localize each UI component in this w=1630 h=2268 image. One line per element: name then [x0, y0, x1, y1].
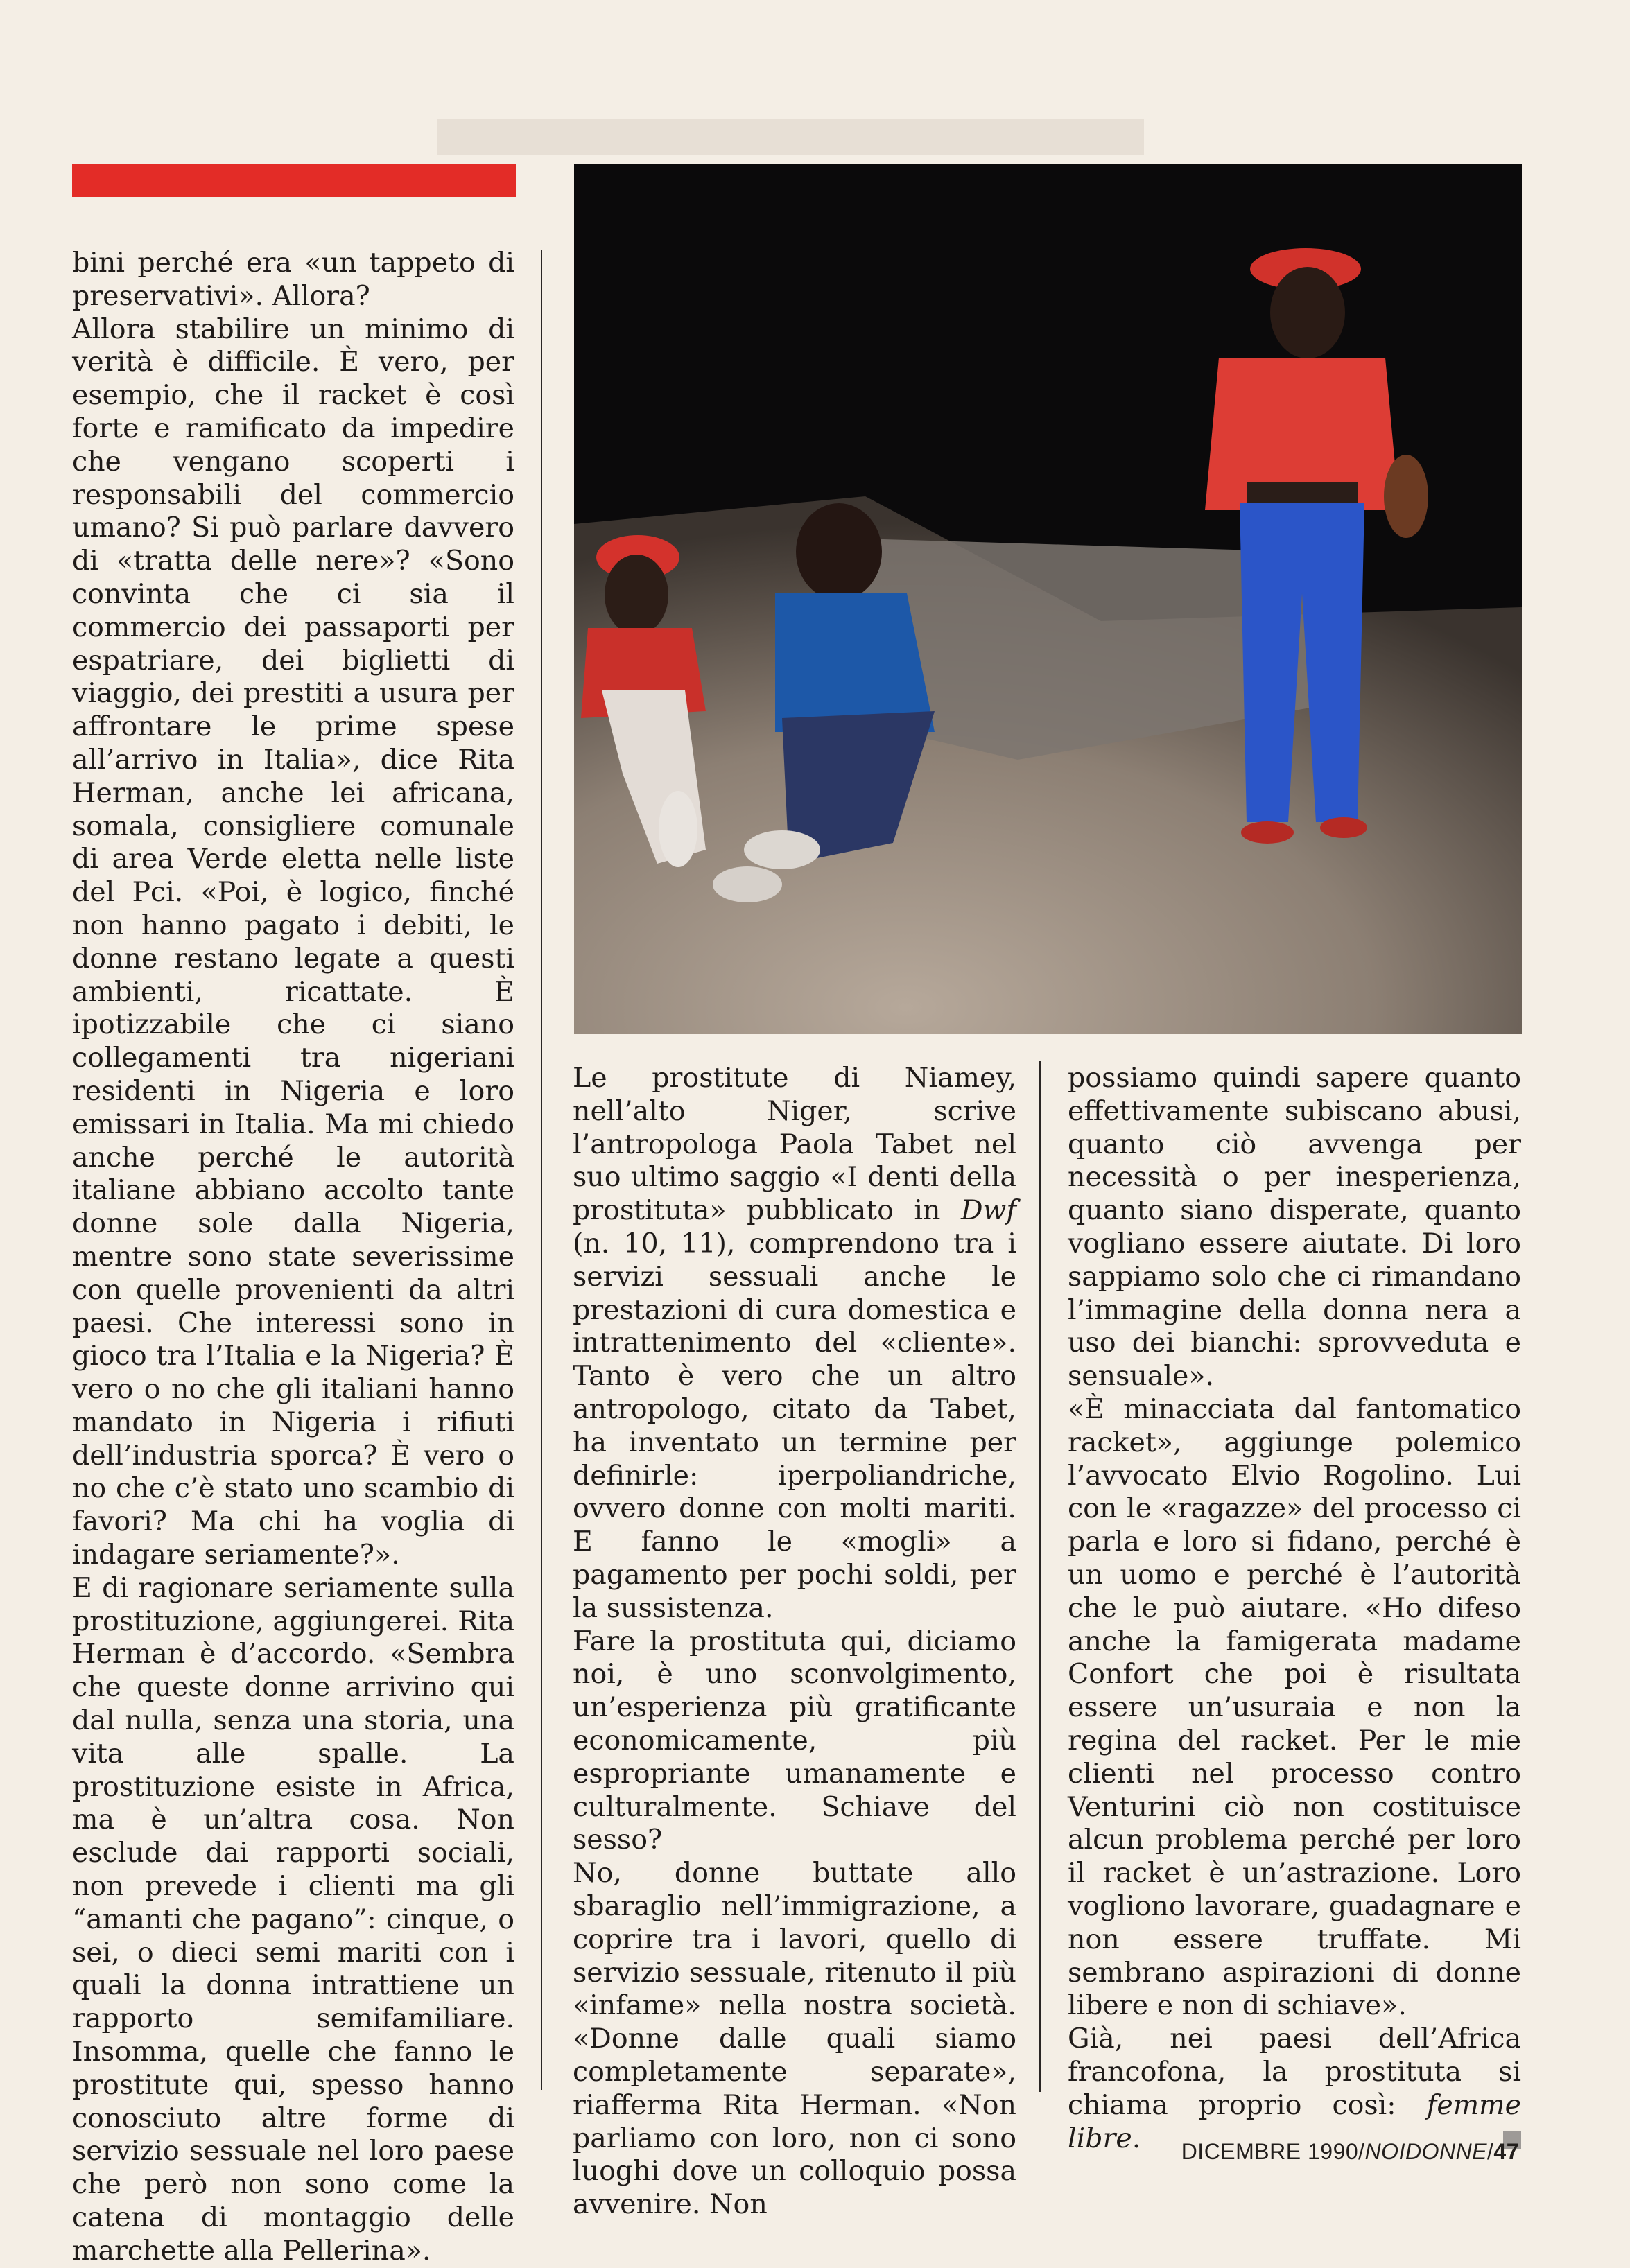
paragraph: possiamo quindi sapere quanto effettivamente subiscano abusi, quanto ciò avvenga per necessità o per inesperienza, quanto siano disperate, quanto vogliano essere aiutate. Di loro sappiamo solo che ci rimandano l’immagine della donna nera a uso dei bianchi: sprovveduta e sensuale». — [1068, 1062, 1521, 1393]
section-color-bar — [72, 164, 516, 197]
paragraph: E di ragionare seriamente sulla prostituzione, aggiungerei. Rita Herman è d’accordo. «Sembra che queste donne arrivino qui dal nulla, senza una storia, una vita alle spalle. La prostituzione esiste in Africa, ma è un’altra cosa. Non esclude dai rapporti sociali, non prevede i clienti ma gli “amanti che pagano”: cinque, o sei, o dieci semi mariti con i quali la donna intrattiene un rapporto semifamiliare. Insomma, quelle che fanno le prostitute qui, spesso hanno conosciuto altre forme di servizio sessuale nel loro paese che però non sono come la catena di montaggio delle marchette alla Pellerina». — [72, 1571, 514, 2267]
paragraph — [573, 1062, 1016, 1625]
article-column-3 — [1068, 1062, 1521, 2155]
text-run: . — [1132, 2122, 1141, 2154]
column-divider — [541, 250, 542, 2090]
magazine-name: NOIDONNE — [1364, 2139, 1488, 2164]
paragraph: bini perché era «un tappeto di preservativi». Allora? — [72, 247, 514, 312]
paragraph — [1068, 2023, 1521, 2155]
night-photo-three-women — [574, 164, 1522, 1034]
text-run: Le prostitute di Niamey, nell’alto Niger, scrive l’antropologa Paola Tabet nel suo ultimo saggio «I denti della prostituta» pubblicato in — [573, 1062, 1016, 1227]
journal-title: Dwf — [960, 1194, 1016, 1227]
paragraph: Fare la prostituta qui, diciamo noi, è uno sconvolgimento, un’esperienza più gratificante economicamente, più espropriante umanamente e culturalmente. Schiave del sesso? — [573, 1625, 1016, 1856]
emphasized-phrase: femme libre — [1068, 2088, 1521, 2154]
text-run: Già, nei paesi dell’Africa francofona, la prostituta si chiama proprio così: — [1068, 2023, 1521, 2121]
paragraph: «È minacciata dal fantomatico racket», aggiunge polemico l’avvocato Elvio Rogolino. Lui con le «ragazze» del processo ci parla e loro si fidano, perché è un uomo e perché è l’autorità che le può aiutare. «Ho difeso anche la famigerata madame Confort che poi è risultata essere un’usuraia e non la regina del racket. Per le mie clienti nel processo contro Venturini ciò non costituisce alcun problema perché per loro il racket è un’astrazione. Loro vogliono lavorare, guadagnare e non essere truffate. Mi sembrano aspirazioni di donne libere e non di schiave». — [1068, 1393, 1521, 2022]
article-column-2 — [573, 1062, 1016, 2222]
article-column-1 — [72, 247, 514, 2268]
page-number: 47 — [1493, 2139, 1519, 2164]
paragraph: No, donne buttate allo sbaraglio nell’immigrazione, a coprire tra i lavori, quello di servizio sessuale, ritenuto il più «infame» nella nostra società. «Donne dalle quali siamo completamente separate», riafferma Rita Herman. «Non parliamo con loro, non ci sono luoghi dove un colloquio possa avvenire. Non — [573, 1857, 1016, 2221]
issue-date: DICEMBRE 1990/ — [1181, 2139, 1365, 2164]
text-run: (n. 10, 11), comprendono tra i servizi sessuali anche le prestazioni di cura domestica e intrattenimento del «cliente». Tanto è vero che un altro antropologo, citato da Tabet, ha inventato un termine per definirle: iperpoliandriche, ovvero donne con molti mariti. E fanno le «mogli» a pagamento per pochi soldi, per la sussistenza. — [573, 1227, 1016, 1624]
paragraph: Allora stabilire un minimo di verità è difficile. È vero, per esempio, che il racket è così forte e ramificato da impedire che vengano scoperti i responsabili del commercio umano? Si può parlare davvero di «tratta delle nere»? «Sono convinta che ci sia il commercio dei passaporti per espatriare, dei biglietti di viaggio, dei prestiti a usura per affrontare le prime spese all’arrivo in Italia», dice Rita Herman, anche lei africana, somala, consigliere comunale di area Verde eletta nelle liste del Pci. «Poi, è logico, finché non hanno pagato i debiti, le donne restano legate a questi ambienti, ricattate. È ipotizzabile che ci siano collegamenti tra nigeriani residenti in Nigeria e loro emissari in Italia. Ma mi chiedo anche perché le autorità italiane abbiano accolto tante donne sole dalla Nigeria, mentre sono state severissime con quelle provenienti da altri paesi. Che interessi sono in gioco tra l’Italia e la Nigeria? È vero o no che gli italiani hanno mandato in Nigeria i rifiuti dell’industria sporca? È vero o no che c’è stato uno scambio di favori? Ma chi ha voglia di indagare seriamente?». — [72, 313, 514, 1571]
page-footer — [1181, 2139, 1519, 2165]
faded-header-band — [437, 119, 1144, 155]
column-divider — [1039, 1061, 1041, 2092]
footer-separator: / — [1487, 2139, 1494, 2164]
